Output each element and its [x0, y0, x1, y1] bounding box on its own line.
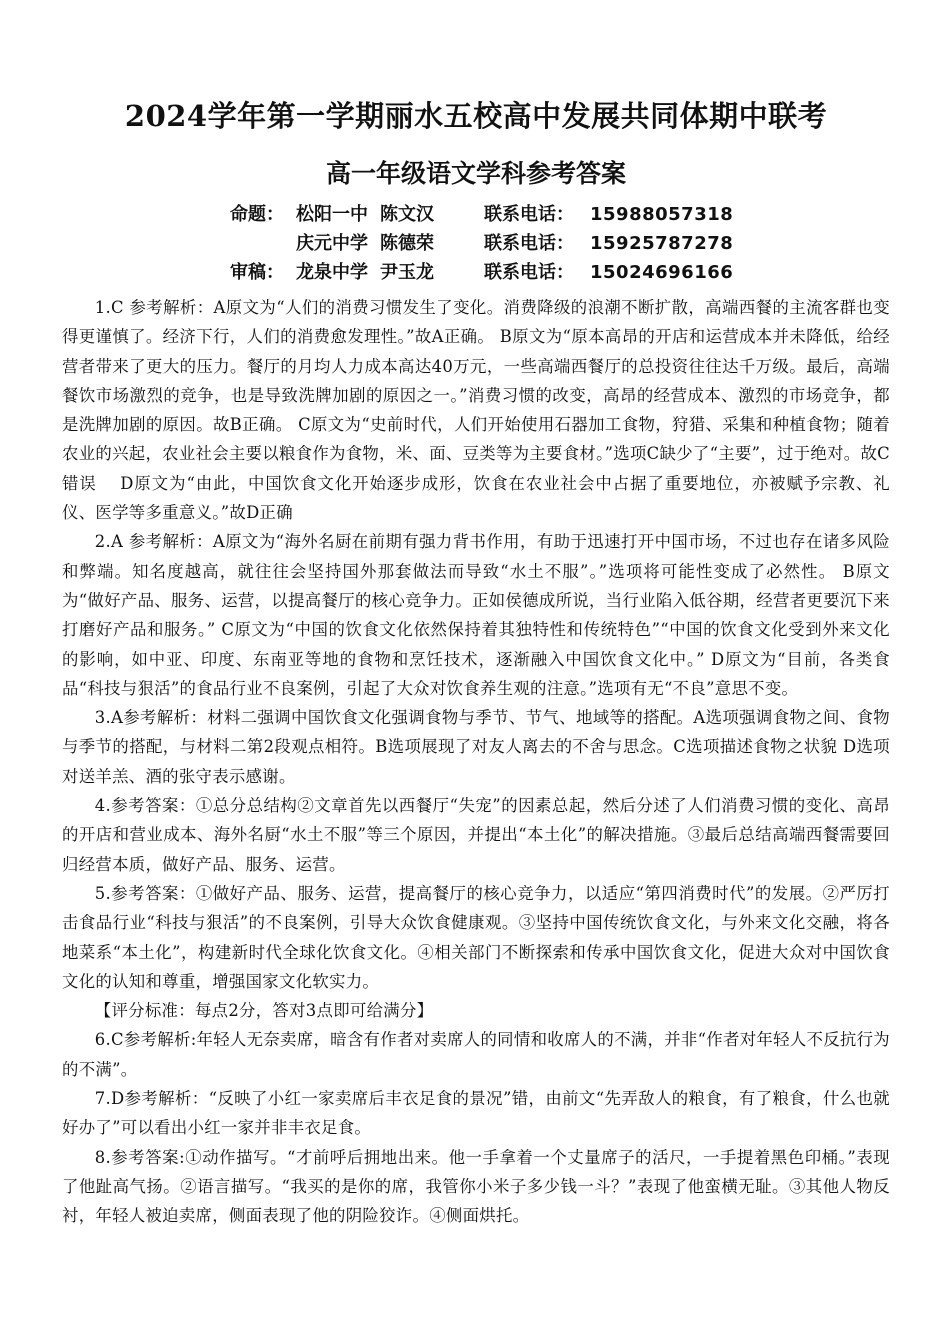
phone-number: 15988057318: [590, 204, 734, 225]
answer-3: 3.A参考解析：材料二强调中国饮食文化强调食物与季节、节气、地域等的搭配。A选项强调食物之间、食物与季节的搭配，与材料二第2段观点相符。B选项展现了对友人离去的不舍与思念。C选项描述食物之状貌 D选项对送羊羔、酒的张守表示感谢。: [62, 708, 890, 786]
answer-8: 8.参考答案:①动作描写。“才前呼后拥地出来。他一手拿着一个丈量席子的活尺，一手提着黑色印桶。”表现了他趾高气扬。②语言描写。“我买的是你的席，我管你小米子多少钱一斗？”表现了他蛮横无耻。③其他人物反衬，年轻人被迫卖席，侧面表现了他的阴险狡诈。④侧面烘托。: [62, 1147, 890, 1226]
author-name: 尹玉龙: [380, 262, 434, 283]
answer-2: 2.A 参考解析：A原文为“海外名厨在前期有强力背书作用，有助于迅速打开中国市场，不过也存在诸多风险和弊端。知名度越高，就往往会坚持国外那套做法而导致“水土不服”。”选项将可能性变成了必然性。 B原文为“做好产品、服务、运营，以提高餐厅的核心竞争力。正如侯德成所说，当行业陷入低谷期，经营者更要沉下来打磨好产品和服务。” C原文为“中国的饮食文化依然保持着其独特性和传统特色”“中国的饮食文化受到外来文化的影响，如中亚、印度、东南亚等地的食物和烹饪技术，逐渐融入中国饮食文化中。” D原文为“目前，各类食品“科技与狠活”的食品行业不良案例，引起了大众对饮食养生观的注意。”选项有无“不良”意思不变。: [62, 532, 890, 698]
author-school: 松阳一中: [296, 204, 368, 225]
phone-number: 15024696166: [590, 262, 734, 283]
answer-body: [62, 293, 890, 1231]
phone-label: 联系电话：: [484, 262, 574, 283]
author-name: 陈文汉: [380, 204, 434, 225]
phone-label: 联系电话：: [484, 204, 574, 225]
document-title: 2024学年第一学期丽水五校高中发展共同体期中联考: [124, 99, 828, 133]
answer-6: 6.C参考解析:年轻人无奈卖席，暗含有作者对卖席人的同情和收席人的不满，并非“作者对年轻人不反抗行为的不满”。: [62, 1030, 890, 1079]
answer-5: 5.参考答案：①做好产品、服务、运营，提高餐厅的核心竞争力，以适应“第四消费时代”的发展。②严厉打击食品行业“科技与狠活”的不良案例，引导大众饮食健康观。③坚持中国传统饮食文化，与外来文化交融，将各地菜系“本土化”，构建新时代全球化饮食文化。④相关部门不断探索和传承中国饮食文化，促进大众对中国饮食文化的认知和尊重，增强国家文化软实力。: [62, 883, 890, 991]
author-school: 龙泉中学: [296, 262, 368, 283]
scoring-note: 【评分标准：每点2分，答对3点即可给满分】: [94, 1001, 434, 1021]
answer-1: 1.C 参考解析：A原文为“人们的消费习惯发生了变化。消费降级的浪潮不断扩散，高端西餐的主流客群也变得更谨慎了。经济下行，人们的消费愈发理性。”故A正确。 B原文为“原本高昂的开店和运营成本并未降低，给经营者带来了更大的压力。餐厅的月均人力成本高达40万元，一些高端西餐厅的总投资往往达千万级。最后，高端餐饮市场激烈的竞争，也是导致洗牌加剧的原因之一。”消费习惯的改变，高昂的经营成本、激烈的市场竞争，都是洗牌加剧的原因。故B正确。 C原文为“史前时代，人们开始使用石器加工食物，狩猎、采集和种植食物；随着农业的兴起，农业社会主要以粮食作为食物，米、面、豆类等为主要食材。”选项C缺少了“主要”，过于绝对。故C错误 D原文为“由此，中国饮食文化开始逐步成形，饮食在农业社会中占据了重要地位，亦被赋予宗教、礼仪、医学等多重意义。”故D正确: [62, 298, 890, 523]
author-row: [230, 258, 890, 287]
phone-label: 联系电话：: [484, 233, 574, 254]
author-role: 命题：: [230, 204, 284, 225]
answer-7: 7.D参考解析：“反映了小红一家卖席后丰衣足食的景况”错，由前文“先弄敌人的粮食，有了粮食，什么也就好办了”可以看出小红一家并非丰衣足食。: [62, 1089, 890, 1138]
author-role: [230, 229, 296, 258]
answer-4: 4.参考答案：①总分总结构②文章首先以西餐厅“失宠”的因素总起，然后分述了人们消费习惯的变化、高昂的开店和营业成本、海外名厨“水土不服”等三个原因，并提出“本土化”的解决措施。③最后总结高端西餐需要回归经营本质，做好产品、服务、运营。: [62, 796, 890, 874]
author-row: [230, 200, 890, 229]
author-role: 审稿：: [230, 262, 284, 283]
author-name: 陈德荣: [380, 233, 434, 254]
document-subtitle: 高一年级语文学科参考答案: [325, 159, 626, 188]
author-row: [230, 229, 890, 258]
phone-number: 15925787278: [590, 233, 734, 254]
author-school: 庆元中学: [296, 233, 368, 254]
author-list: [230, 200, 890, 287]
